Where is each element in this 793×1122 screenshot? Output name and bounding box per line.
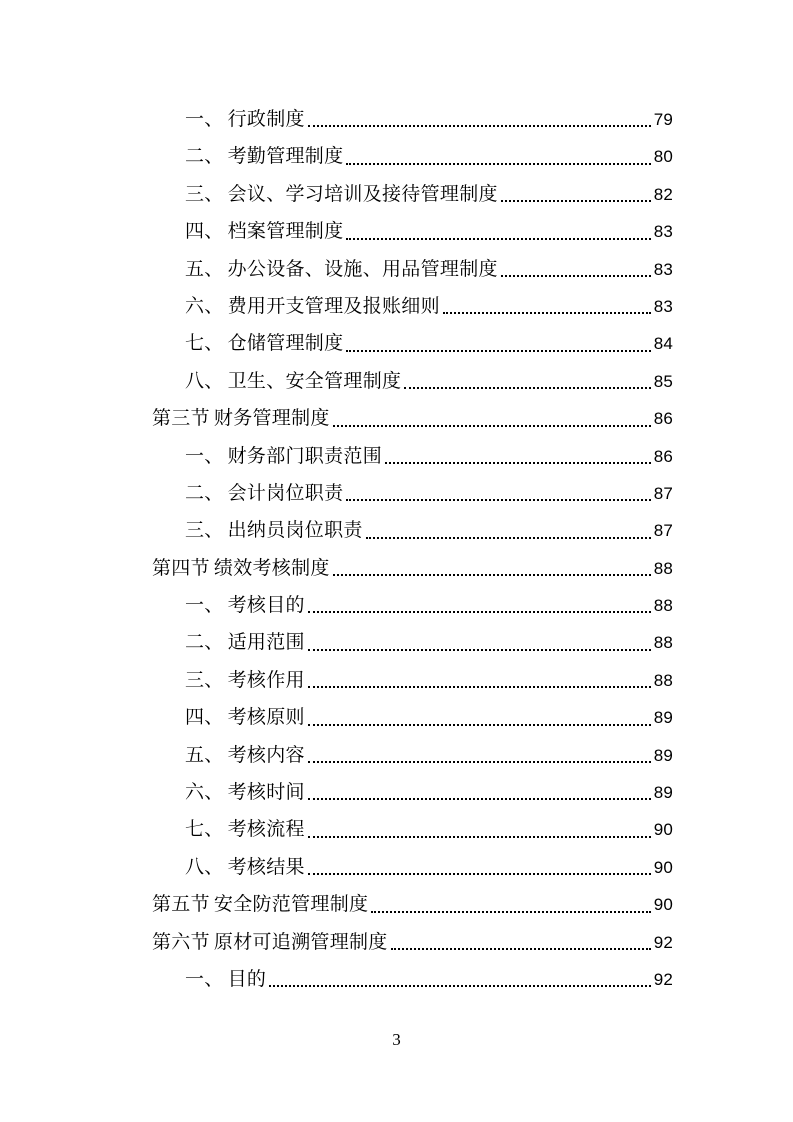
toc-dot-leader bbox=[269, 961, 650, 998]
toc-subsection-entry[interactable] bbox=[0, 101, 793, 138]
toc-entry-number: 五、 bbox=[185, 257, 224, 280]
toc-entry-title: 仓储管理制度 bbox=[227, 332, 344, 355]
toc-entry-label bbox=[185, 176, 498, 213]
toc-entry-number: 四、 bbox=[185, 706, 224, 729]
toc-entry-number: 二、 bbox=[185, 145, 224, 168]
toc-entry-label bbox=[185, 774, 305, 811]
toc-entry-title: 财务部门职责范围 bbox=[227, 444, 383, 467]
toc-entry-title: 行政制度 bbox=[227, 108, 305, 130]
toc-entry-title: 考核作用 bbox=[227, 668, 305, 691]
toc-dot-leader bbox=[333, 400, 651, 437]
toc-dot-leader bbox=[346, 138, 650, 175]
toc-entry-page: 83 bbox=[653, 296, 673, 316]
toc-entry-page: 88 bbox=[653, 596, 673, 616]
toc-dot-leader bbox=[308, 774, 651, 811]
toc-dot-leader bbox=[404, 363, 650, 400]
toc-entry-label bbox=[185, 961, 266, 998]
toc-entry-title: 考核时间 bbox=[227, 781, 305, 804]
toc-section-entry[interactable] bbox=[0, 886, 793, 923]
toc-dot-leader bbox=[501, 251, 651, 288]
toc-entry-number: 六、 bbox=[185, 294, 224, 317]
page-number: 3 bbox=[392, 1030, 401, 1049]
toc-entry-page: 92 bbox=[653, 969, 673, 989]
toc-dot-leader bbox=[308, 624, 651, 661]
toc-dot-leader bbox=[308, 849, 651, 886]
toc-entry-label bbox=[185, 475, 343, 512]
toc-entry-label bbox=[185, 101, 305, 138]
toc-entry-title: 考核目的 bbox=[227, 594, 305, 617]
toc-entry-page: 83 bbox=[653, 222, 673, 242]
toc-entry-label bbox=[185, 662, 305, 699]
toc-entry-page: 88 bbox=[653, 558, 673, 578]
toc-entry-page: 79 bbox=[653, 110, 673, 129]
toc-subsection-entry[interactable] bbox=[0, 176, 793, 213]
toc-entry-title: 考核流程 bbox=[227, 818, 305, 841]
toc-entry-number: 二、 bbox=[185, 481, 224, 504]
table-of-contents bbox=[0, 101, 793, 998]
toc-entry-title: 考核结果 bbox=[227, 855, 305, 878]
toc-entry-page: 88 bbox=[653, 670, 673, 690]
toc-entry-page: 85 bbox=[653, 371, 673, 391]
toc-entry-number: 八、 bbox=[185, 369, 224, 392]
toc-dot-leader bbox=[308, 662, 651, 699]
toc-subsection-entry[interactable] bbox=[0, 213, 793, 250]
toc-entry-page: 86 bbox=[653, 409, 673, 429]
toc-dot-leader bbox=[366, 512, 651, 549]
toc-entry-number: 三、 bbox=[185, 668, 224, 691]
toc-entry-label bbox=[185, 624, 305, 661]
toc-subsection-entry[interactable] bbox=[0, 288, 793, 325]
toc-entry-label bbox=[185, 325, 343, 362]
toc-subsection-entry[interactable] bbox=[0, 811, 793, 848]
toc-entry-number: 三、 bbox=[185, 182, 224, 205]
toc-entry-page: 84 bbox=[653, 334, 673, 354]
toc-entry-page: 90 bbox=[653, 820, 673, 840]
toc-dot-leader bbox=[371, 886, 650, 923]
toc-entry-page: 89 bbox=[653, 783, 673, 803]
toc-section-entry[interactable] bbox=[0, 924, 793, 961]
toc-dot-leader bbox=[443, 288, 651, 325]
toc-entry-number: 第三节 bbox=[152, 407, 210, 430]
toc-entry-page: 80 bbox=[653, 147, 673, 167]
toc-subsection-entry[interactable] bbox=[0, 138, 793, 175]
toc-entry-label bbox=[185, 251, 498, 288]
toc-subsection-entry[interactable] bbox=[0, 587, 793, 624]
toc-entry-title: 费用开支管理及报账细则 bbox=[227, 294, 440, 317]
toc-entry-title: 出纳员岗位职责 bbox=[227, 519, 363, 542]
toc-subsection-entry[interactable] bbox=[0, 662, 793, 699]
toc-entry-number: 第四节 bbox=[152, 556, 210, 579]
toc-entry-number: 一、 bbox=[185, 967, 224, 990]
toc-dot-leader bbox=[308, 587, 651, 624]
toc-entry-title: 原材可追溯管理制度 bbox=[213, 930, 388, 953]
toc-dot-leader bbox=[346, 325, 650, 362]
toc-entry-title: 考勤管理制度 bbox=[227, 145, 344, 168]
toc-entry-title: 卫生、安全管理制度 bbox=[227, 369, 402, 392]
toc-entry-label bbox=[185, 849, 305, 886]
toc-entry-title: 安全防范管理制度 bbox=[213, 893, 369, 916]
toc-entry-label bbox=[185, 811, 305, 848]
toc-entry-label bbox=[185, 138, 343, 175]
toc-entry-number: 七、 bbox=[185, 818, 224, 841]
toc-entry-page: 83 bbox=[653, 259, 673, 279]
toc-subsection-entry[interactable] bbox=[0, 475, 793, 512]
toc-subsection-entry[interactable] bbox=[0, 737, 793, 774]
toc-entry-title: 目的 bbox=[227, 967, 267, 990]
toc-subsection-entry[interactable] bbox=[0, 363, 793, 400]
toc-entry-label bbox=[152, 550, 330, 587]
toc-entry-page: 92 bbox=[653, 932, 673, 952]
toc-entry-number: 三、 bbox=[185, 519, 224, 542]
toc-entry-number: 四、 bbox=[185, 220, 224, 243]
toc-entry-number: 一、 bbox=[185, 108, 224, 130]
toc-dot-leader bbox=[308, 811, 651, 848]
toc-entry-title: 适用范围 bbox=[227, 631, 305, 654]
toc-entry-page: 87 bbox=[653, 521, 673, 541]
toc-entry-number: 一、 bbox=[185, 594, 224, 617]
toc-entry-page: 88 bbox=[653, 633, 673, 653]
toc-entry-page: 87 bbox=[653, 483, 673, 503]
toc-entry-number: 二、 bbox=[185, 631, 224, 654]
toc-dot-leader bbox=[346, 213, 650, 250]
toc-entry-title: 办公设备、设施、用品管理制度 bbox=[227, 257, 498, 280]
toc-dot-leader bbox=[501, 176, 651, 213]
toc-subsection-entry[interactable] bbox=[0, 438, 793, 475]
toc-entry-page: 89 bbox=[653, 708, 673, 728]
toc-entry-label bbox=[185, 288, 440, 325]
toc-entry-title: 会计岗位职责 bbox=[227, 481, 344, 504]
toc-entry-label bbox=[185, 363, 401, 400]
toc-entry-title: 绩效考核制度 bbox=[213, 556, 330, 579]
toc-subsection-entry[interactable] bbox=[0, 624, 793, 661]
toc-subsection-entry[interactable] bbox=[0, 774, 793, 811]
toc-subsection-entry[interactable] bbox=[0, 699, 793, 736]
toc-dot-leader bbox=[308, 101, 651, 138]
toc-entry-label bbox=[152, 886, 368, 923]
toc-entry-title: 考核内容 bbox=[227, 743, 305, 766]
toc-entry-label bbox=[152, 924, 388, 961]
toc-entry-title: 档案管理制度 bbox=[227, 220, 344, 243]
toc-entry-label bbox=[185, 699, 305, 736]
toc-entry-label bbox=[185, 213, 343, 250]
toc-subsection-entry[interactable] bbox=[0, 251, 793, 288]
toc-entry-label bbox=[152, 400, 330, 437]
toc-subsection-entry[interactable] bbox=[0, 849, 793, 886]
toc-entry-number: 第五节 bbox=[152, 893, 210, 916]
toc-section-entry[interactable] bbox=[0, 550, 793, 587]
toc-dot-leader bbox=[308, 699, 651, 736]
toc-dot-leader bbox=[385, 438, 651, 475]
toc-entry-number: 八、 bbox=[185, 855, 224, 878]
toc-entry-title: 会议、学习培训及接待管理制度 bbox=[227, 182, 498, 205]
toc-entry-number: 六、 bbox=[185, 781, 224, 804]
toc-entry-page: 90 bbox=[653, 895, 673, 915]
toc-entry-label bbox=[185, 512, 363, 549]
toc-entry-page: 89 bbox=[653, 745, 673, 765]
toc-entry-title: 财务管理制度 bbox=[213, 407, 330, 430]
toc-dot-leader bbox=[346, 475, 650, 512]
toc-entry-label bbox=[185, 438, 382, 475]
toc-subsection-entry[interactable] bbox=[0, 325, 793, 362]
toc-entry-number: 七、 bbox=[185, 332, 224, 355]
toc-entry-page: 82 bbox=[653, 184, 673, 204]
toc-entry-label bbox=[185, 737, 305, 774]
toc-dot-leader bbox=[333, 550, 651, 587]
toc-entry-page: 90 bbox=[653, 857, 673, 877]
toc-dot-leader bbox=[308, 737, 651, 774]
toc-entry-title: 考核原则 bbox=[227, 706, 305, 729]
toc-entry-number: 第六节 bbox=[152, 930, 210, 953]
toc-subsection-entry[interactable] bbox=[0, 512, 793, 549]
toc-dot-leader bbox=[391, 924, 651, 961]
toc-entry-number: 五、 bbox=[185, 743, 224, 766]
toc-entry-page: 86 bbox=[653, 446, 673, 466]
toc-entry-number: 一、 bbox=[185, 444, 224, 467]
toc-section-entry[interactable] bbox=[0, 400, 793, 437]
toc-subsection-entry[interactable] bbox=[0, 961, 793, 998]
toc-entry-label bbox=[185, 587, 305, 624]
